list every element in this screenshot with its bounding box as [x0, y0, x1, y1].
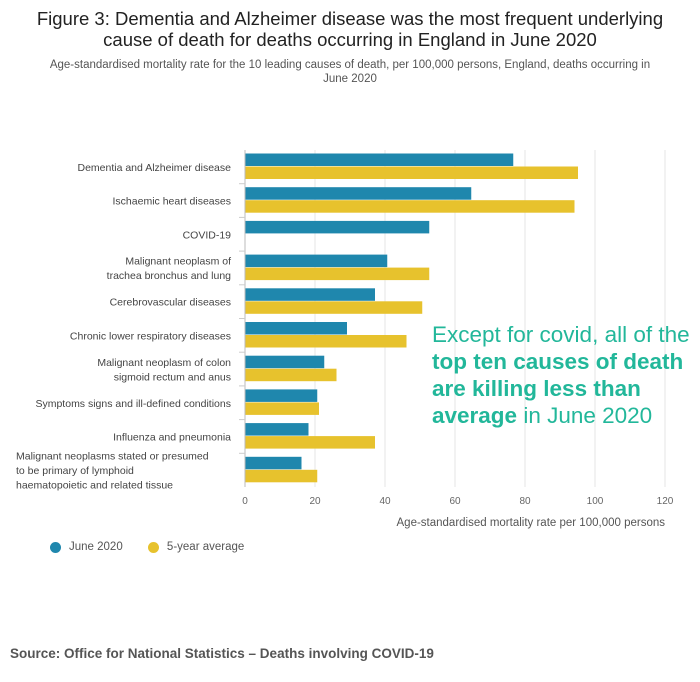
category-label: Chronic lower respiratory diseases — [69, 330, 231, 343]
category-labels — [16, 162, 231, 492]
bar — [246, 356, 325, 369]
x-tick-label: 40 — [379, 496, 391, 507]
x-tick-label: 60 — [449, 496, 461, 507]
bar — [246, 167, 579, 180]
bar — [246, 369, 337, 382]
legend-item-5-year-average[interactable] — [148, 541, 244, 553]
bar — [246, 200, 575, 213]
legend-swatch-june-2020 — [50, 542, 61, 553]
source-note: Source: Office for National Statistics – Deaths involving COVID-19 — [10, 646, 434, 661]
category-label: Malignant neoplasm of colon — [97, 356, 231, 369]
chart-subtitle: Age-standardised mortality rate for the 10 leading causes of death, per 100,000 persons, England, deaths occurring in June 2020 — [49, 59, 651, 85]
bar — [246, 268, 430, 281]
annotation-text — [432, 321, 692, 429]
x-tick-label: 20 — [309, 496, 321, 507]
category-label: trachea bronchus and lung — [106, 270, 231, 283]
legend-label-june-2020: June 2020 — [69, 541, 123, 553]
legend — [50, 541, 266, 556]
bar — [246, 221, 430, 234]
chart-title: Figure 3: Dementia and Alzheimer disease was the most frequent underlying cause of death for deaths occurring in England in June 2020 — [36, 8, 664, 50]
category-label: COVID-19 — [182, 229, 231, 242]
x-tick-label: 100 — [586, 496, 604, 507]
category-label: to be primary of lymphoid — [16, 465, 134, 478]
bar — [246, 301, 423, 314]
bar — [246, 255, 388, 268]
bar — [246, 457, 302, 470]
category-label: Dementia and Alzheimer disease — [77, 161, 231, 174]
bar — [246, 402, 320, 415]
bar — [246, 154, 514, 167]
bar — [246, 389, 318, 402]
bar — [246, 436, 376, 449]
bar — [246, 322, 348, 335]
category-label: haematopoietic and related tissue — [16, 479, 174, 492]
annotation-part1: Except for covid, all of the — [432, 322, 690, 347]
x-tick-label: 120 — [656, 496, 674, 507]
x-tick-label: 0 — [242, 496, 248, 507]
x-tick-label: 80 — [519, 496, 531, 507]
bar — [246, 187, 472, 200]
legend-label-5-year-average: 5-year average — [166, 541, 245, 553]
bar — [246, 423, 309, 436]
category-label: Symptoms signs and ill-defined conditions — [35, 397, 231, 410]
bar — [246, 335, 407, 348]
legend-swatch-5-year-average — [148, 542, 159, 553]
category-label: Influenza and pneumonia — [113, 431, 231, 444]
category-label: sigmoid rectum and anus — [113, 371, 231, 384]
category-label: Malignant neoplasm of — [125, 255, 231, 268]
category-label: Ischaemic heart diseases — [112, 195, 231, 208]
x-axis-ticks — [242, 496, 674, 507]
bar — [246, 470, 318, 483]
category-label: Cerebrovascular diseases — [109, 296, 231, 309]
x-axis-title: Age-standardised mortality rate per 100,000 persons — [396, 517, 665, 529]
bar — [246, 288, 376, 301]
annotation-part2: in June 2020 — [517, 403, 653, 428]
legend-item-june-2020[interactable] — [50, 541, 123, 553]
annotation-bold: top ten causes of death are killing less than average — [432, 349, 684, 428]
category-label: Malignant neoplasms stated or presumed — [16, 450, 209, 463]
bars — [246, 154, 579, 483]
